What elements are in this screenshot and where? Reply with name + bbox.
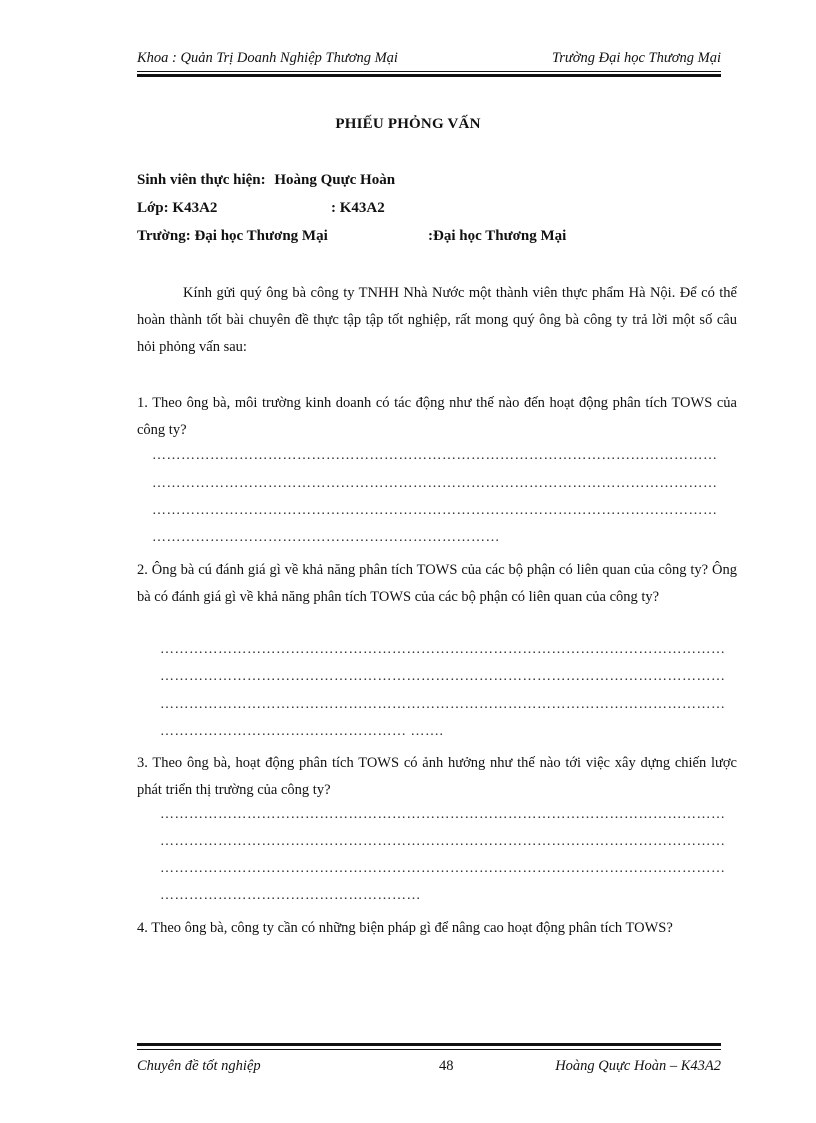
footer-subject: Chuyên đề tốt nghiệp	[137, 1058, 261, 1074]
page-title: PHIẾU PHỎNG VẤN	[335, 116, 481, 132]
class-line	[137, 200, 385, 217]
page-footer	[137, 1058, 721, 1078]
question-2: 2. Ông bà cú đánh giá gì về khả năng phân tích TOWS của các bộ phận có liên quan của công ty? Ông bà có đánh giá gì về khả năng phân tích TOWS của các bộ phận có liên quan của công ty?	[137, 562, 737, 605]
header-rule-thick	[137, 74, 721, 77]
answer-line-1-2[interactable]: ………………………………………………………………………………………………………	[152, 476, 718, 491]
intro-text: Kính gửi quý ông bà công ty TNHH Nhà Nước một thành viên thực phẩm Hà Nội. Để có thể hoàn thành tốt bài chuyên đề thực tập tập tốt nghiệp, rất mong quý ông bà công ty trả lời một số câu hỏi phỏng vấn sau:	[137, 285, 737, 355]
answer-line-2-4[interactable]: …………………………………………… …….	[160, 724, 444, 739]
answer-line-1-3[interactable]: ………………………………………………………………………………………………………	[152, 503, 718, 518]
header-rule-thin	[137, 71, 721, 72]
school-value: :Đại học Thương Mại	[428, 228, 567, 244]
answer-line-2-3[interactable]: ………………………………………………………………………………………………………	[160, 697, 726, 712]
answer-line-3-2[interactable]: ………………………………………………………………………………………………………	[160, 834, 726, 849]
answer-line-3-1[interactable]: ………………………………………………………………………………………………………	[160, 807, 726, 822]
page-header	[137, 50, 721, 70]
footer-rule-thick	[137, 1043, 721, 1046]
intro-paragraph	[137, 280, 737, 361]
header-faculty: Khoa : Quản Trị Doanh Nghiệp Thương Mại	[137, 50, 398, 66]
school-label: Trường: Đại học Thương Mại	[137, 228, 328, 244]
footer-author: Hoàng Quực Hoàn – K43A2	[555, 1058, 721, 1074]
answer-line-2-2[interactable]: ………………………………………………………………………………………………………	[160, 669, 726, 684]
answer-line-1-1[interactable]: ………………………………………………………………………………………………………	[152, 448, 718, 463]
footer-rule-thin	[137, 1049, 721, 1050]
question-1: 1. Theo ông bà, môi trường kinh doanh có tác động như thế nào đến hoạt động phân tích TOWS của công ty?	[137, 395, 737, 438]
question-4: 4. Theo ông bà, công ty cần có những biện pháp gì để nâng cao hoạt động phân tích TOWS?	[137, 920, 673, 936]
answer-line-3-3[interactable]: ………………………………………………………………………………………………………	[160, 861, 726, 876]
student-line	[137, 172, 395, 189]
class-label: Lớp: K43A2	[137, 200, 218, 216]
school-line	[137, 228, 566, 245]
question-3: 3. Theo ông bà, hoạt động phân tích TOWS có ảnh hưởng như thế nào tới việc xây dựng chiến lược phát triển thị trường của công ty?	[137, 755, 737, 798]
answer-line-2-1[interactable]: ………………………………………………………………………………………………………	[160, 642, 726, 657]
answer-line-3-4[interactable]: ………………………………………………	[160, 888, 421, 903]
student-name: Hoàng Quực Hoàn	[274, 172, 396, 188]
header-university: Trường Đại học Thương Mại	[551, 50, 721, 66]
answer-line-1-4[interactable]: ………………………………………………………………	[152, 530, 500, 545]
class-value: : K43A2	[331, 200, 385, 216]
student-label: Sinh viên thực hiện:	[137, 172, 266, 188]
page-number: 48	[439, 1058, 454, 1074]
